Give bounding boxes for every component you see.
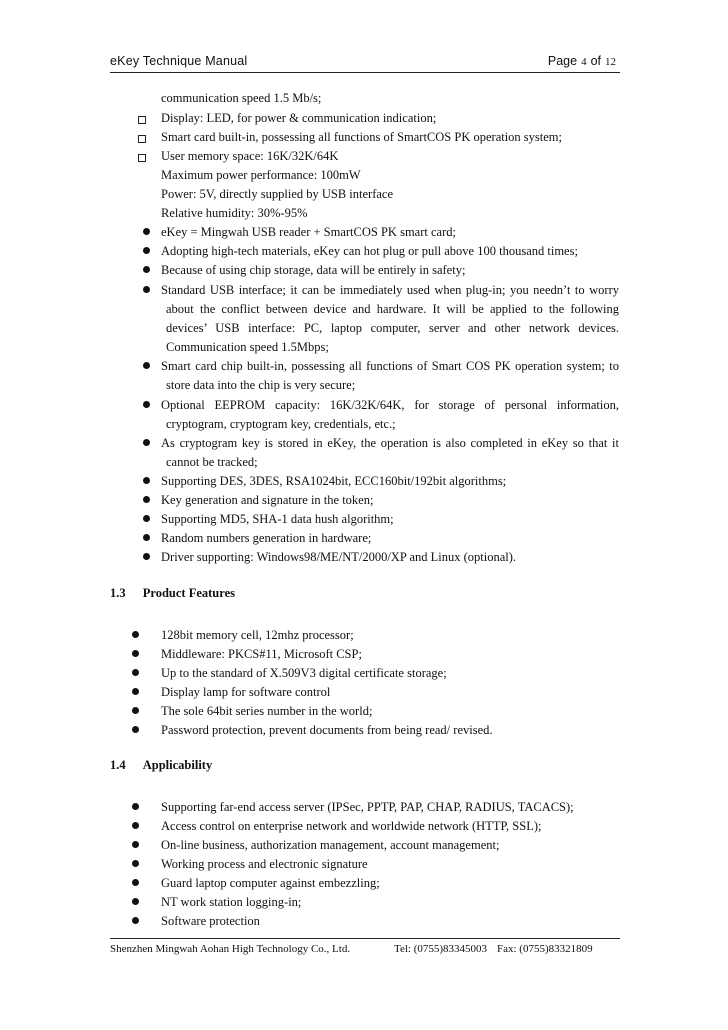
spec-line: communication speed 1.5 Mb/s; — [161, 91, 322, 105]
bullet-icon — [132, 860, 139, 867]
list-item: NT work station logging-in; — [161, 895, 302, 909]
section-heading-product-features — [110, 586, 235, 601]
list-item: eKey = Mingwah USB reader + SmartCOS PK smart card; — [161, 225, 456, 239]
bullet-icon — [132, 688, 139, 695]
list-item: Supporting far-end access server (IPSec, PPTP, PAP, CHAP, RADIUS, TACACS); — [161, 800, 574, 814]
list-item: Password protection, prevent documents from being read/ revised. — [161, 723, 493, 737]
list-item: Middleware: PKCS#11, Microsoft CSP; — [161, 647, 362, 661]
bullet-icon — [132, 803, 139, 810]
page-number: 4 — [581, 56, 587, 68]
bullet-icon — [132, 669, 139, 676]
spec-line: Display: LED, for power & communication indication; — [161, 111, 437, 125]
list-item: Supporting DES, 3DES, RSA1024bit, ECC160bit/192bit algorithms; — [161, 474, 507, 488]
list-item-continuation: Communication speed 1.5Mbps; — [166, 340, 329, 354]
list-item: Driver supporting: Windows98/ME/NT/2000/XP and Linux (optional). — [161, 550, 517, 564]
list-item: Display lamp for software control — [161, 685, 331, 699]
bullet-icon — [143, 401, 150, 408]
list-item-continuation: cannot be tracked; — [166, 455, 258, 469]
list-item: As cryptogram key is stored in eKey, the operation is also completed in eKey so that it — [161, 436, 619, 450]
list-item: Working process and electronic signature — [161, 857, 368, 871]
list-item: Standard USB interface; it can be immediately used when plug-in; you needn’t to worry — [161, 283, 619, 297]
list-item: Because of using chip storage, data will be entirely in safety; — [161, 263, 466, 277]
list-item: Key generation and signature in the token; — [161, 493, 374, 507]
bullet-icon — [143, 477, 150, 484]
bullet-icon — [143, 515, 150, 522]
bullet-icon — [143, 286, 150, 293]
list-item: Software protection — [161, 914, 260, 928]
bullet-icon — [132, 917, 139, 924]
list-item: Access control on enterprise network and worldwide network (HTTP, SSL); — [161, 819, 542, 833]
spec-line: User memory space: 16K/32K/64K — [161, 149, 339, 163]
bullet-icon — [143, 496, 150, 503]
list-item-continuation: devices’ USB interface: PC, laptop computer, server and other network devices. — [166, 321, 619, 335]
bullet-icon — [132, 631, 139, 638]
bullet-icon — [132, 841, 139, 848]
bullet-icon — [132, 650, 139, 657]
list-item-continuation: about the conflict between device and hardware. It will be applied to the following — [166, 302, 619, 316]
page-header — [110, 54, 620, 74]
bullet-icon — [143, 228, 150, 235]
footer-fax: Fax: (0755)83321809 — [497, 943, 593, 955]
bullet-icon — [132, 898, 139, 905]
spec-line: Maximum power performance: 100mW — [161, 168, 361, 182]
list-item-continuation: cryptogram, cryptogram key, credentials, etc.; — [166, 417, 396, 431]
list-item: The sole 64bit series number in the world; — [161, 704, 373, 718]
list-item: Adopting high-tech materials, eKey can hot plug or pull above 100 thousand times; — [161, 244, 578, 258]
bullet-icon — [143, 534, 150, 541]
section-heading-applicability — [110, 758, 212, 773]
page-indicator — [548, 54, 620, 68]
list-item: Smart card chip built-in, possessing all functions of Smart COS PK operation system; to — [161, 359, 619, 373]
spec-line: Smart card built-in, possessing all functions of SmartCOS PK operation system; — [161, 130, 563, 144]
bullet-icon — [132, 879, 139, 886]
section-number: 1.4 — [110, 758, 126, 772]
header-rule — [110, 72, 620, 73]
list-item: Optional EEPROM capacity: 16K/32K/64K, for storage of personal information, — [161, 398, 619, 412]
list-item: On-line business, authorization management, account management; — [161, 838, 500, 852]
bullet-icon — [143, 362, 150, 369]
footer-rule — [110, 938, 620, 939]
spec-line: Power: 5V, directly supplied by USB interface — [161, 187, 394, 201]
page-label: Page — [547, 54, 578, 68]
checkbox-bullet-icon — [138, 154, 146, 162]
bullet-icon — [132, 707, 139, 714]
section-title: Applicability — [142, 758, 213, 772]
bullet-icon — [143, 266, 150, 273]
list-item: Supporting MD5, SHA-1 data hush algorithm; — [161, 512, 394, 526]
footer-company: Shenzhen Mingwah Aohan High Technology Co., Ltd. — [110, 943, 351, 955]
checkbox-bullet-icon — [138, 135, 146, 143]
bullet-icon — [143, 247, 150, 254]
bullet-icon — [143, 553, 150, 560]
section-number: 1.3 — [110, 586, 126, 600]
list-item-continuation: store data into the chip is very secure; — [166, 378, 356, 392]
page-total: 12 — [605, 56, 616, 68]
bullet-icon — [132, 822, 139, 829]
list-item: Guard laptop computer against embezzling; — [161, 876, 380, 890]
checkbox-bullet-icon — [138, 116, 146, 124]
list-item: Random numbers generation in hardware; — [161, 531, 372, 545]
of-label: of — [590, 54, 601, 68]
bullet-icon — [143, 439, 150, 446]
bullet-icon — [132, 726, 139, 733]
list-item: Up to the standard of X.509V3 digital certificate storage; — [161, 666, 447, 680]
list-item: 128bit memory cell, 12mhz processor; — [161, 628, 354, 642]
footer-tel: Tel: (0755)83345003 — [394, 943, 488, 955]
section-title: Product Features — [142, 586, 235, 600]
spec-line: Relative humidity: 30%-95% — [161, 206, 308, 220]
document-title: eKey Technique Manual — [110, 54, 248, 68]
